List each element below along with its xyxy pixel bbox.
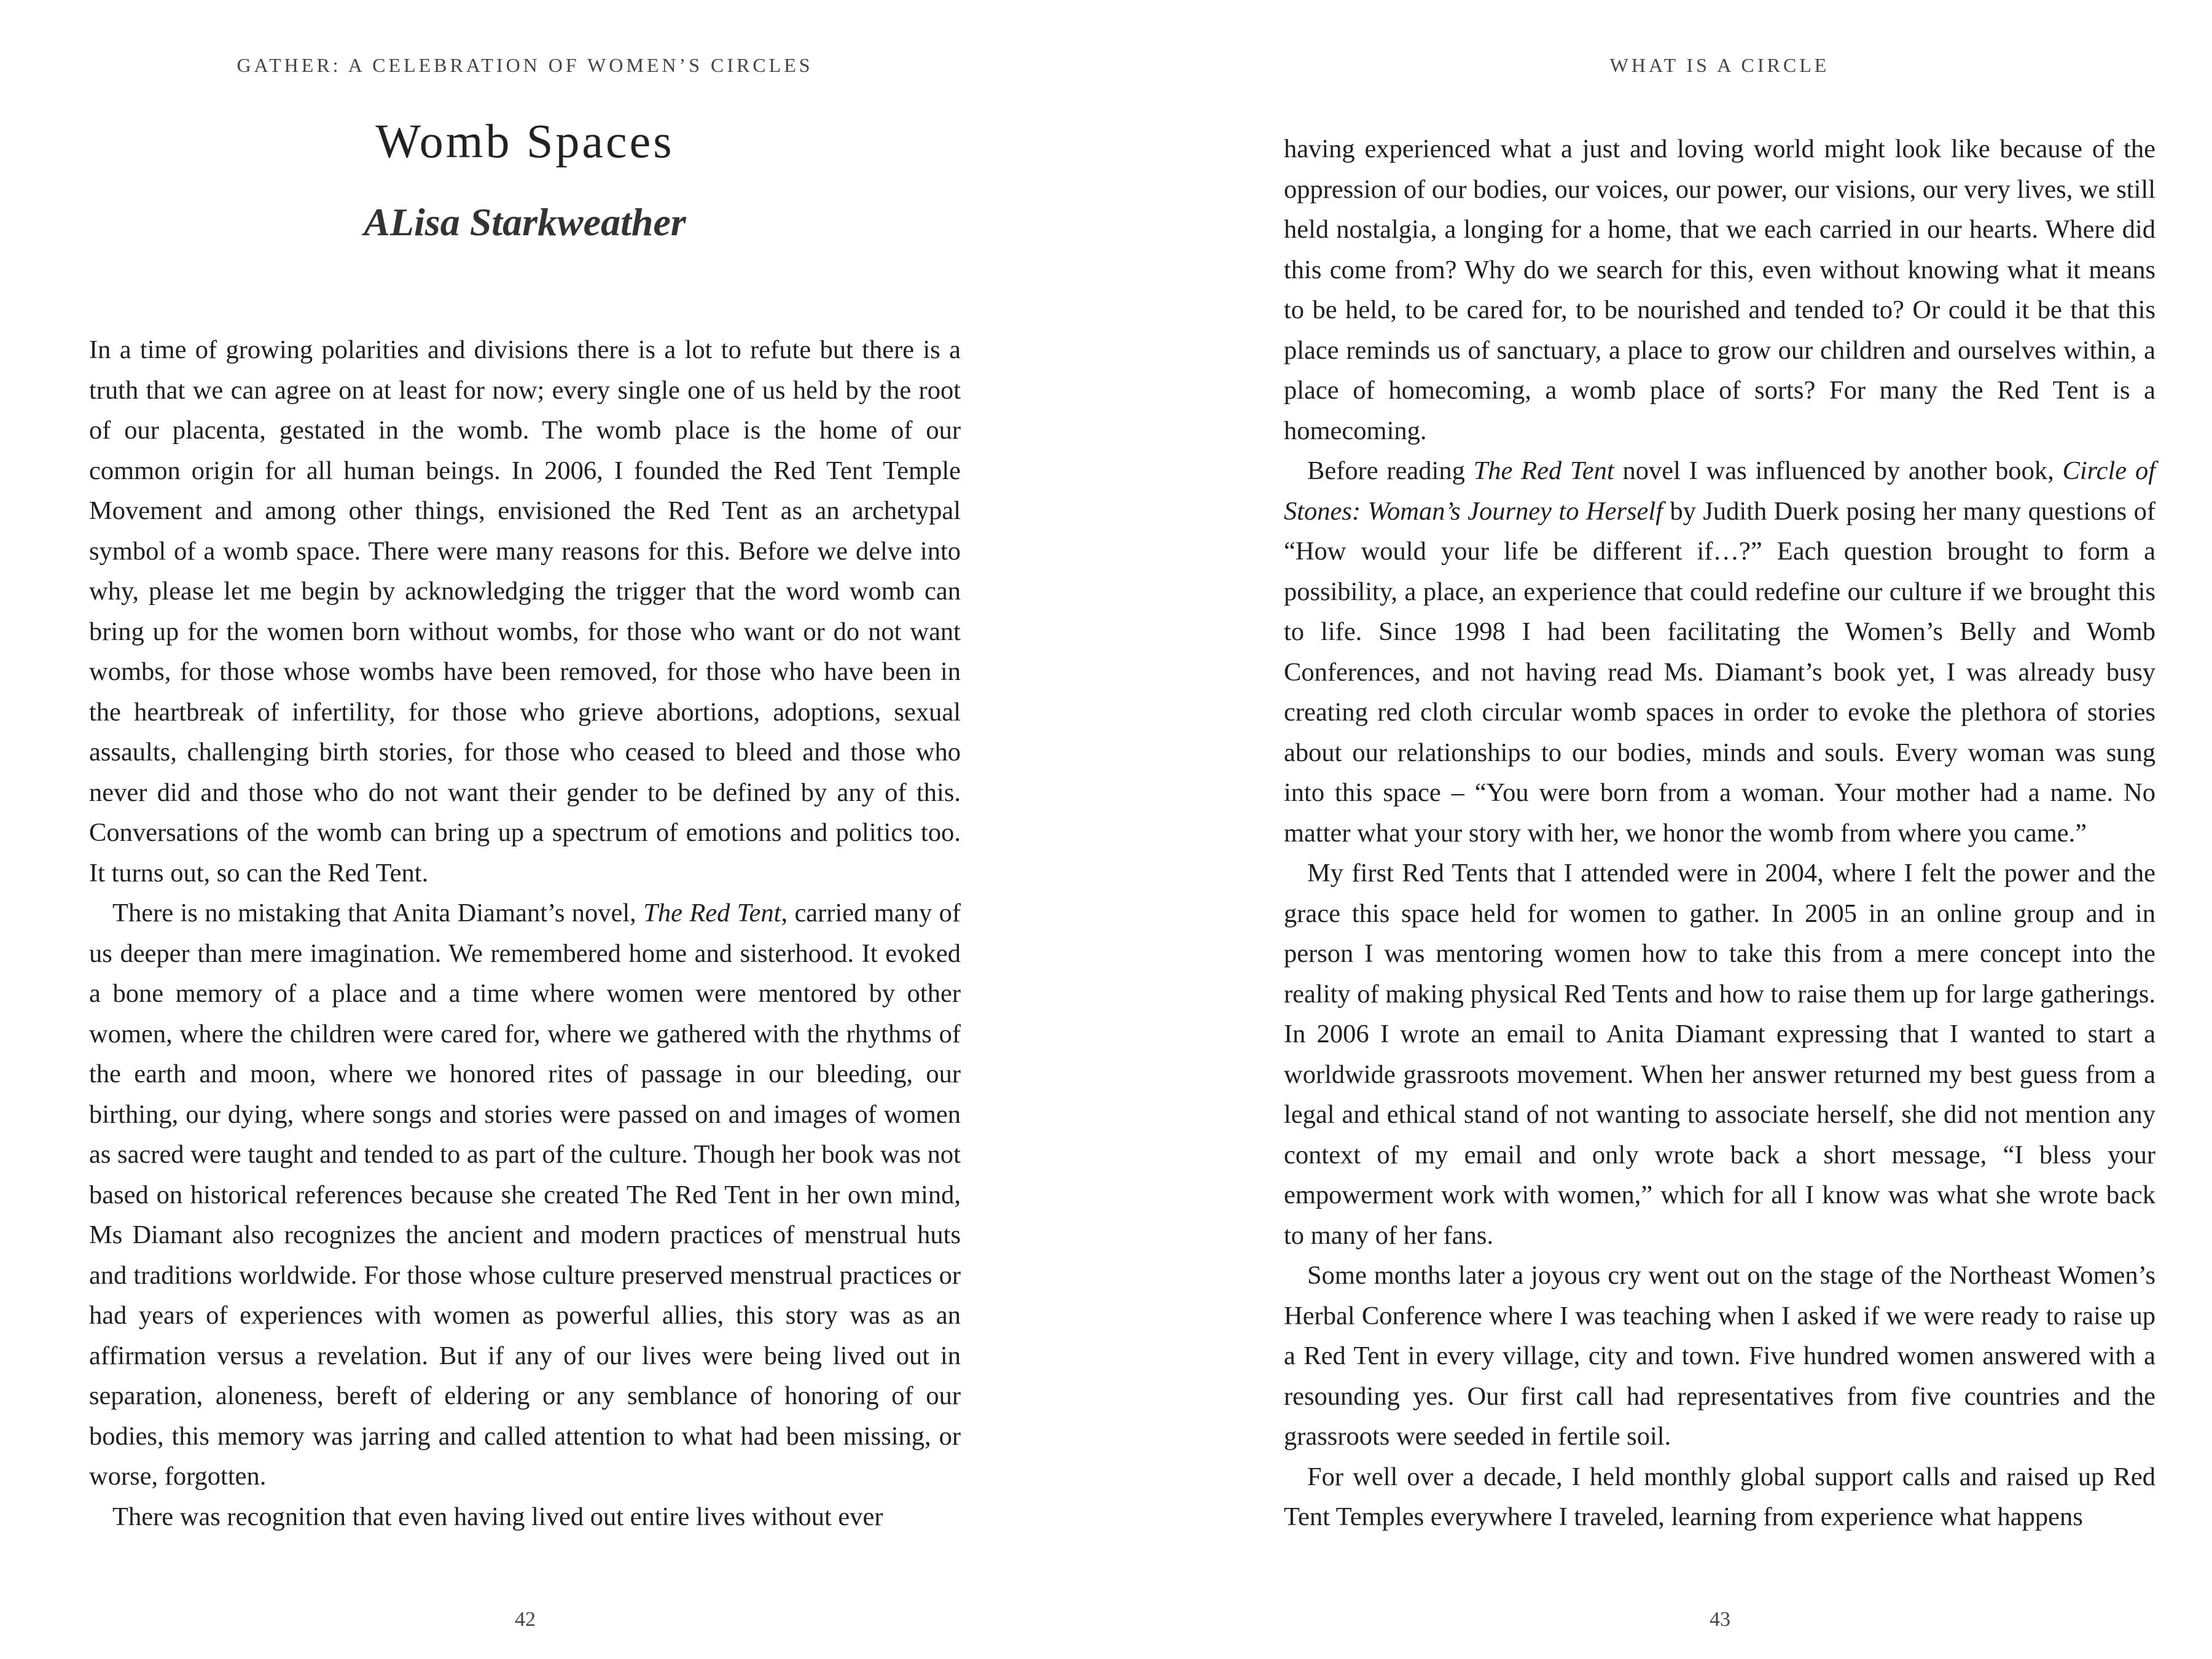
paragraph: having experienced what a just and loving world might look like because of the oppression of our bodies, our voices, our power, our visions, our very lives, we still held nostalgia, a longing for a home, that we each carried in our hearts. Where did this come from? Why do we search for this, even without knowing what it means to be held, to be cared for, to be nourished and tended to? Or could it be that this place reminds us of sanctuary, a place to grow our children and ourselves within, a place of homecoming, a womb place of sorts? For many the Red Tent is a homecoming. [1284, 135, 2155, 445]
text-run: , carried many of us deeper than mere imagination. We remembered home and sisterhood. It evoked a bone memory of a place and a time where women were mentored by other women, where the children were cared for, where we gathered with the rhythms of the earth and moon, where we honored rites of passage in our bleeding, our birthing, our dying, where songs and stories were passed on and images of women as sacred were taught and tended to as part of the culture. Though her book was not based on historical references because she created The Red Tent in her own mind, Ms Diamant also recognizes the ancient and modern practices of menstrual huts and traditions worldwide. For those whose culture preserved menstrual practices or had years of experiences with women as powerful allies, this story was as an affirmation versus a revelation. But if any of our lives were being lived out in separation, aloneness, bereft of eldering or any semblance of honoring of our bodies, this memory was jarring and called attention to what had been missing, or worse, forgotten. [89, 899, 961, 1491]
paragraph: Some months later a joyous cry went out on the stage of the Northeast Women’s Herbal Conference where I was teaching when I asked if we were ready to raise up a Red Tent in every village, city and town. Five hundred women answered with a resounding yes. Our first call had representatives from five countries and the grassroots were seeded in fertile soil. [1284, 1261, 2155, 1451]
paragraph: My first Red Tents that I attended were in 2004, where I felt the power and the grace this space held for women to gather. In 2005 in an online group and in person I was mentoring women how to take this from a mere concept into the reality of making physical Red Tents and how to raise them up for large gatherings. In 2006 I wrote an email to Anita Diamant expressing that I wanted to start a worldwide grassroots movement. When her answer returned my best guess from a legal and ethical stand of not wanting to associate herself, she did not mention any context of my email and only wrote back a short message, “I bless your empowerment work with women,” which for all I know was what she wrote back to many of her fans. [1284, 859, 2155, 1250]
text-run: novel I was influenced by another book, [1614, 456, 2063, 485]
book-title-italic: The Red Tent [1473, 456, 1614, 485]
page-number: 42 [515, 1608, 536, 1631]
left-body-text [89, 330, 961, 1537]
page-number: 43 [1710, 1608, 1730, 1631]
paragraph: In a time of growing polarities and divisions there is a lot to refute but there is a truth that we can agree on at least for now; every single one of us held by the root of our placenta, gestated in the womb. The womb place is the home of our common origin for all human beings. In 2006, I founded the Red Tent Temple Movement and among other things, envisioned the Red Tent as an archetypal symbol of a womb space. There were many reasons for this. Before we delve into why, please let me begin by acknowledging the trigger that the word womb can bring up for the women born without wombs, for those who want or do not want wombs, for those whose wombs have been removed, for those who have been in the heartbreak of infertility, for those who grieve abortions, adoptions, sexual assaults, challenging birth stories, for those who ceased to bleed and those who never did and those who do not want their gender to be defined by any of this. Conversations of the womb can bring up a spectrum of emotions and politics too. It turns out, so can the Red Tent. [89, 335, 961, 888]
text-run: There is no mistaking that Anita Diamant’s novel, [112, 899, 644, 927]
paragraph [1284, 451, 2155, 853]
right-body-text [1284, 129, 2155, 1537]
chapter-author: ALisa Starkweather [364, 200, 686, 244]
text-run: Before reading [1307, 456, 1474, 485]
book-title-italic: Circle of Stones: Woman’s Journey to Herself [1284, 456, 2156, 526]
text-run: by Judith Duerk posing her many questions of “How would your life be different if…?” Each question brought to form a possibility, a place, an experience that could redefine our culture if we brought this to life. Since 1998 I had been facilitating the Women’s Belly and Womb Conferences, and not having read Ms. Diamant’s book yet, I was already busy creating red cloth circular womb spaces in order to evoke the plethora of stories about our relationships to our bodies, minds and souls. Every woman was sung into this space – “You were born from a woman. Your mother had a name. No matter what your story with her, we honor the womb from where you came.” [1284, 496, 2155, 848]
right-running-head: WHAT IS A CIRCLE [1609, 54, 1830, 76]
paragraph: For well over a decade, I held monthly global support calls and raised up Red Tent Temples everywhere I traveled, learning from experience what happens [1284, 1462, 2155, 1531]
paragraph [89, 893, 961, 1497]
book-title-italic: The Red Tent [643, 899, 781, 927]
paragraph: There was recognition that even having lived out entire lives without ever [112, 1502, 883, 1531]
left-running-head: GATHER: A CELEBRATION OF WOMEN’S CIRCLES [236, 54, 813, 76]
chapter-title: Womb Spaces [375, 114, 674, 168]
right-page [1106, 0, 2212, 1659]
